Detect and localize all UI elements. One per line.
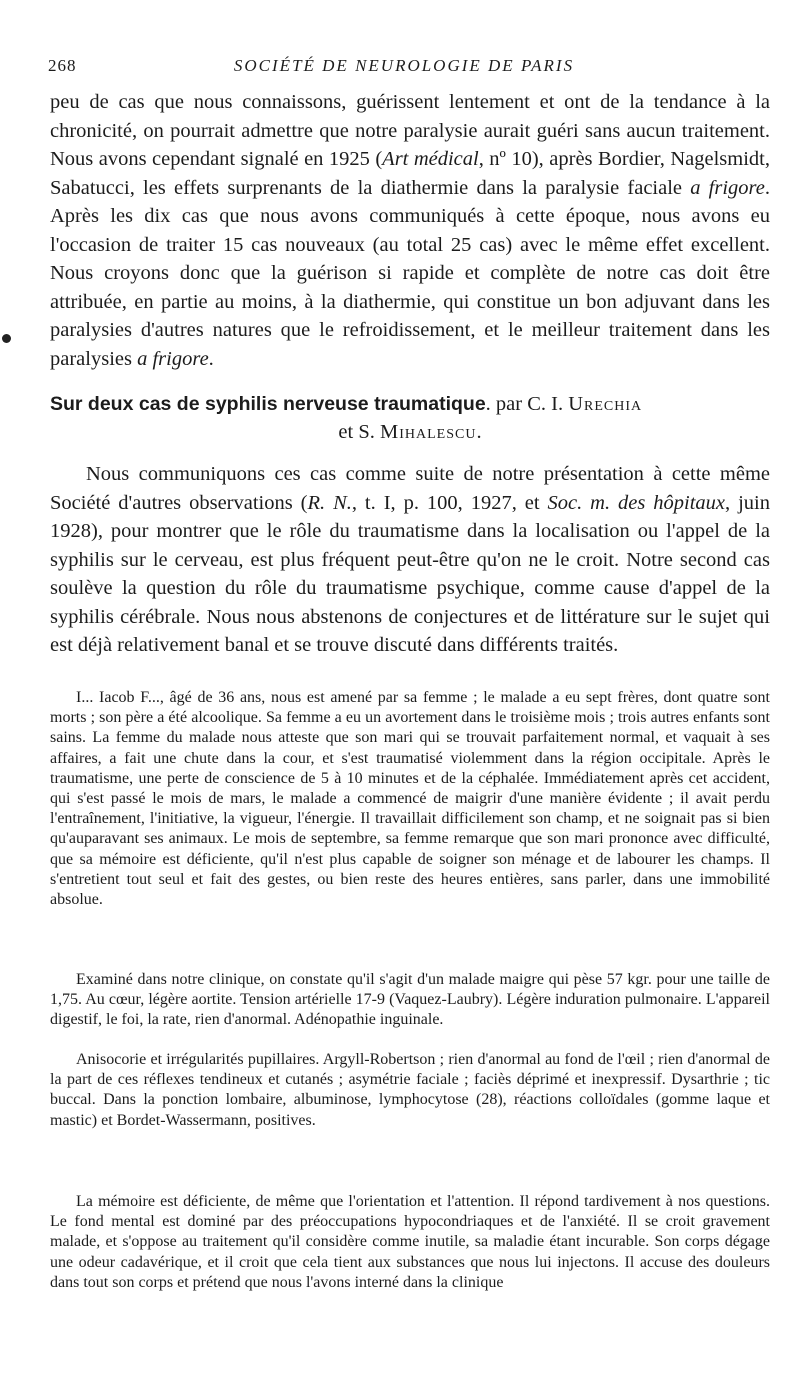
- page-number: 268: [48, 56, 77, 75]
- running-head: [48, 52, 760, 80]
- latin-term: a frigore: [690, 176, 765, 199]
- text-run: , t. I, p. 100, 1927, et: [351, 491, 548, 514]
- author-name: Mihalescu: [380, 421, 477, 443]
- byline-end: .: [476, 421, 482, 443]
- journal-reference: Art médical: [382, 148, 479, 170]
- byline-join: et S.: [338, 421, 380, 443]
- running-title: SOCIÉTÉ DE NEUROLOGIE DE PARIS: [233, 56, 575, 75]
- case-neuro-paragraph: Anisocorie et irrégularités pupillaires. Argyll-Robertson ; rien d'anormal au fond de l'œil ; rien d'anormal de la part de ces réflexes tendineux et cutanés ; asymétrie faciale ; faciès déprimé et inexpressif. Dysarthrie ; tic buccal. Dans la ponction lombaire, albuminose, lymphocytose (28), réactions colloïdales (gomme laque et mastic) et Bordet-Wassermann, positives.: [50, 1051, 770, 1129]
- text-run: Nous communiquons ces cas comme suite de notre présentation à cette même Société d'autres observations (: [50, 463, 770, 514]
- case-history-paragraph: I... Iacob F..., âgé de 36 ans, nous est amené par sa femme ; le malade a eu sept frères, dont quatre sont morts ; son père a été alcoolique. Sa femme a eu un avortement dans le troisième mois ; trois autres enfants sont sains. La femme du malade nous atteste que son mari qui se trouvait parfaitement normal, et vaquait à ses affaires, a fait une chute dans la cour, et s'est traumatisé violemment dans la région occipitale. Après le traumatisme, une perte de conscience de 5 à 10 minutes et de la céphalée. Immédiatement après cet accident, qui s'est passé le mois de mars, le malade a commencé de maigrir d'une manière évidente ; il avait perdu l'entraînement, l'initiative, la vigueur, l'énergie. Il travaillait difficilement son champ, et ne soignait pas si bien qu'auparavant ses animaux. Le mois de septembre, sa femme remarque que son mari prononce avec difficulté, que sa mémoire est déficiente, qu'il n'est plus capable de soigner son ménage et de labourer les champs. Il s'entretient tout seul et fait des gestes, ou bien reste des heures entières, sans parler, dans une immobilité absolue.: [50, 689, 770, 909]
- reference: R. N.: [307, 491, 352, 514]
- article-heading: [50, 390, 770, 419]
- article-byline: [50, 418, 770, 447]
- text-run: , juin 1928), pour montrer que le rôle du traumatisme dans la localisation ou l'appel de la syphilis sur le cerveau, est plus fréquent peut-être qu'on ne le croit. Notre second cas soulève la question du rôle du traumatisme psychique, comme cause d'appel de la syphilis cérébrale. Nous nous abstenons de conjectures et de littérature sur le sujet qui est déjà relativement banal et se trouve discuté dans différents traités.: [50, 491, 770, 656]
- reference: Soc. m. des hôpitaux: [547, 491, 726, 514]
- margin-mark: [2, 334, 11, 343]
- latin-term: a frigore: [137, 347, 209, 370]
- byline-prefix: . par C. I.: [485, 393, 569, 415]
- case-exam-paragraph: Examiné dans notre clinique, on constate qu'il s'agit d'un malade maigre qui pèse 57 kgr. pour une taille de 1,75. Au cœur, légère aortite. Tension artérielle 17-9 (Vaquez-Laubry). Légère induration pulmonaire. L'appareil digestif, le foi, la rate, rien d'anormal. Adénopathie inguinale.: [50, 971, 770, 1029]
- text-run: , nº 10), après Bordier, Nagelsmidt, Sabatucci, les effets surprenants de la diathermie dans la paralysie faciale: [50, 148, 770, 199]
- text-run: .: [208, 347, 214, 370]
- intro-paragraph: [50, 460, 770, 660]
- case-mental-paragraph: La mémoire est déficiente, de même que l'orientation et l'attention. Il répond tardivement à nos questions. Le fond mental est dominé par des préoccupations hypocondriaques et de l'anxiété. Il se croit gravement malade, et s'oppose au traitement qu'il considère comme inutile, sa maladie étant incurable. Son corps dégage une odeur cadavérique, et il croit que cela tient aux substances que nous lui injectons. Il accuse des douleurs dans tout son corps et prétend que nous l'avons interné dans la clinique: [50, 1193, 770, 1291]
- text-run: . Après les dix cas que nous avons communiqués à cette époque, nous avons eu l'occasion de traiter 15 cas nouveaux (au total 25 cas) avec le même effet excellent. Nous croyons donc que la guérison si rapide et complète de notre cas doit être attribuée, en partie au moins, à la diathermie, qui constitue un bon adjuvant dans les paralysies d'autres natures que le refroidissement, et le meilleur traitement dans les paralysies: [50, 176, 770, 370]
- author-name: Urechia: [568, 393, 643, 415]
- text-run: peu de cas que nous connaissons, guérissent lentement et ont de la tendance à la chronicité, on pourrait admettre que notre paralysie aurait guéri sans aucun traitement. Nous avons cependant signalé en 1925 (: [50, 91, 770, 170]
- article-title: Sur deux cas de syphilis nerveuse traumatique: [50, 393, 486, 415]
- continued-paragraph: [50, 88, 770, 373]
